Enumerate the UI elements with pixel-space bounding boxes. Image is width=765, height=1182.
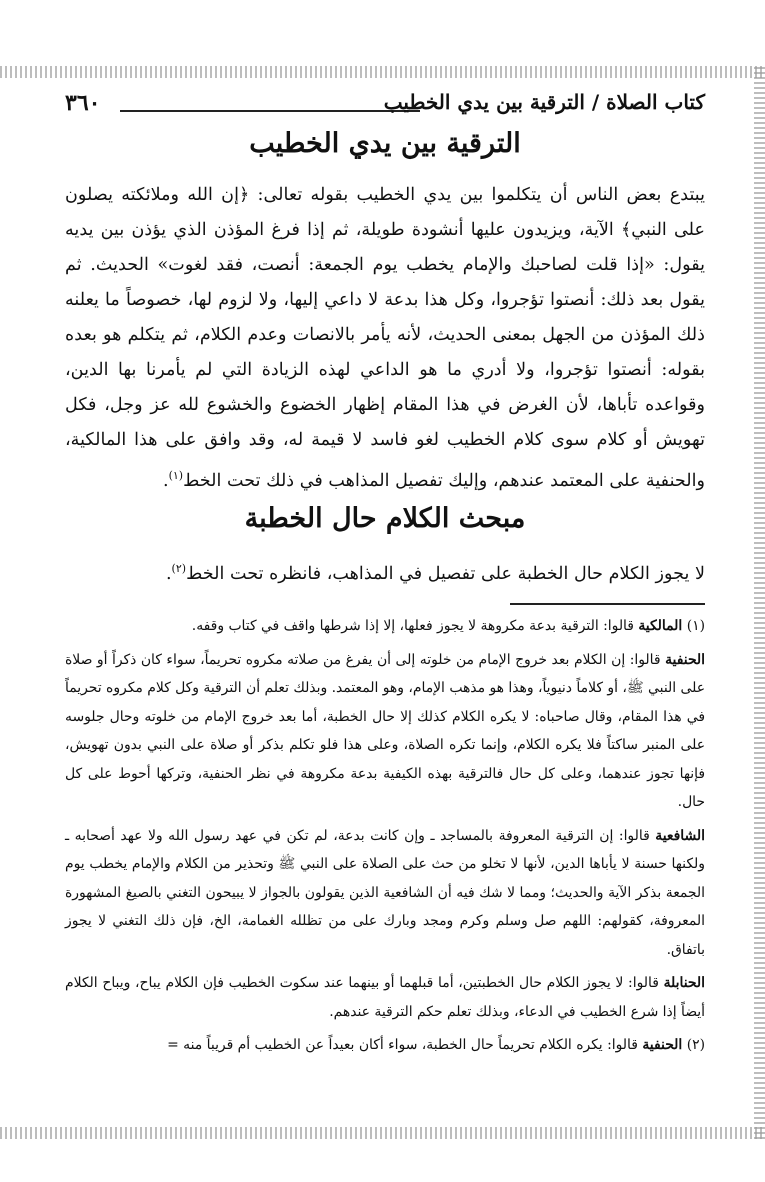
section-title-speech-during-sermon: مبحث الكلام حال الخطبة	[244, 503, 526, 534]
madhab-label: الحنفية	[665, 651, 706, 668]
footnotes	[65, 612, 705, 1065]
madhab-label: الشافعية	[655, 827, 705, 844]
madhab-label: المالكية	[638, 618, 683, 634]
running-title: كتاب الصلاة / الترقية بين يدي الخطيب	[383, 90, 705, 114]
madhab-label: الحنابلة	[663, 975, 705, 991]
footnote-text: قالوا: إن الكلام بعد خروج الإمام من خلوته إلى أن يفرغ من صلاته مكروه تحريماً، سواء كان ذكراً أو صلاة على النبي ﷺ، أو كلاماً دنيوياً، وهذا هو مذهب الإمام، وهو المعتمد. وبذلك تعلم أن الترقية وكل كلام مكروه تحريماً في هذا المقام، وقال صاحباه: لا يكره الكلام كذلك إلا حال الخطبة، أما بعد خروج الإمام من خلوته وحال جلوسه على المنبر ساكتاً فلا يكره الكلام، وإنما تكره الصلاة، وعلى هذا فلو تكلم بذكر أو صلاة على النبي بدون تهويش، فإنها تجوز عندهما، وعلى كل حال فالترقية بهذه الكيفية بدعة مكروهة في نظر الحنفية، وتركها أحوط على كل حال.	[65, 651, 705, 810]
footnote-text: قالوا: لا يجوز الكلام حال الخطبتين، أما قبلهما أو بينهما عند سكوت الخطيب فإن الكلام يباح، ويباح الكلام أيضاً إذا شرع الخطيب في الدعاء، وبذلك تعلم حكم الترقية عندهم.	[65, 975, 705, 1020]
section-paragraph-speech: لا يجوز الكلام حال الخطبة على تفصيل في المذاهب، فانظره تحت الخط$^{(٢)}$.	[165, 562, 705, 584]
paragraph-text: يبتدع بعض الناس أن يتكلموا بين يدي الخطيب بقوله تعالى: ﴿إن الله وملائكته يصلون على النبي﴾ الآية، ويزيدون عليها أنشودة طويلة، ثم إذا فرغ المؤذن الذي يؤذن بين يديه يقول: «إذا قلت لصاحبك والإمام يخطب يوم الجمعة: أنصت، فقد لغوت» الحديث. ثم يقول بعد ذلك: أنصتوا تؤجروا، وكل هذا بدعة لا داعي إليها، ولا لزوم لها، خصوصاً ما يعلنه ذلك المؤذن من الجهل بمعنى الحديث، لأنه يأمر بالانصات وعدم الكلام، ثم يتكلم هو بعده بقوله: أنصتوا تؤجروا، ولا أدري ما هو الداعي لهذه الزيادة التي لم يأمرنا بها الدين، وقواعده تأباها، لأن الغرض في هذا المقام إظهار الخضوع والخشوع لله عز وجل، فكل تهويش أو كلام سوى كلام الخطيب لغو فاسد لا قيمة له، وقد وافق على هذا المالكية، والحنفية على المعتمد عندهم، وإليك تفصيل المذاهب في ذلك تحت الخط	[65, 185, 705, 491]
top-ornamental-border	[0, 66, 765, 78]
footnote-separator	[510, 603, 705, 605]
footnote-text: قالوا: يكره الكلام تحريماً حال الخطبة، سواء أكان بعيداً عن الخطيب أم قريباً منه =	[167, 1037, 638, 1053]
footnote-shafii	[65, 822, 705, 965]
footnote-text: قالوا: الترقية بدعة مكروهة لا يجوز فعلها، إلا إذا شرطها واقف في كتاب وقفه.	[191, 618, 634, 634]
footnote-hanbali	[65, 969, 705, 1026]
section-paragraph-tarqiya: يبتدع بعض الناس أن يتكلموا بين يدي الخطيب بقوله تعالى: ﴿إن الله وملائكته يصلون على النبي﴾ الآية، ويزيدون عليها أنشودة طويلة، ثم إذا فرغ المؤذن الذي يؤذن بين يديه يقول: «إذا قلت لصاحبك والإمام يخطب يوم الجمعة: أنصت، فقد لغوت» الحديث. ثم يقول بعد ذلك: أنصتوا تؤجروا، وكل هذا بدعة لا داعي إليها، ولا لزوم لها، خصوصاً ما يعلنه ذلك المؤذن من الجهل بمعنى الحديث، لأنه يأمر بالانصات وعدم الكلام، ثم يتكلم هو بعده بقوله: أنصتوا تؤجروا، ولا أدري ما هو الداعي لهذه الزيادة التي لم يأمرنا بها الدين، وقواعده تأباها، لأن الغرض في هذا المقام إظهار الخضوع والخشوع لله عز وجل، فكل تهويش أو كلام سوى كلام الخطيب لغو فاسد لا قيمة له، وقد وافق على هذا المالكية، والحنفية على المعتمد عندهم، وإليك تفصيل المذاهب في ذلك تحت الخط$^{(١)}$.	[65, 185, 705, 491]
footnote-text: قالوا: إن الترقية المعروفة بالمساجد ـ وإن كانت بدعة، لم تكن في عهد رسول الله ولا عهد أصحابه ـ ولكنها حسنة لا يأباها الدين، لأنها لا تخلو من حث على الصلاة على النبي ﷺ وتحذير من الكلام والإمام يخطب يوم الجمعة بذكر الآية والحديث؛ ومما لا شك فيه أن الشافعية الذين يقولون بالجواز لا يبيحون التغني بالصيغ المشهورة المعروفة، كقولهم: اللهم صل وسلم وكرم ومجد وبارك على من تظلله الغمامة، الخ، فإن ذلك التغني لا يجوز باتفاق.	[65, 827, 705, 958]
right-ornamental-border	[754, 66, 765, 1139]
footnote-2-hanafi	[65, 1031, 705, 1060]
footnote-maliki	[65, 612, 705, 641]
madhab-label: الحنفية	[642, 1037, 683, 1053]
header-rule	[120, 110, 420, 112]
bottom-ornamental-border	[0, 1127, 765, 1139]
paragraph-text: لا يجوز الكلام حال الخطبة على تفصيل في المذاهب، فانظره تحت الخط	[186, 563, 705, 584]
footnote-ref-2[interactable]: (٢)	[171, 562, 187, 575]
footnote-ref-1[interactable]: (١)	[168, 469, 184, 482]
footnote-marker: (١)	[686, 618, 705, 634]
running-header	[65, 90, 705, 122]
page-number: ٣٦٠	[65, 90, 101, 116]
footnote-hanafi	[65, 646, 705, 817]
section-title-tarqiya: الترقية بين يدي الخطيب	[249, 128, 521, 159]
footnote-marker: (٢)	[686, 1037, 705, 1053]
